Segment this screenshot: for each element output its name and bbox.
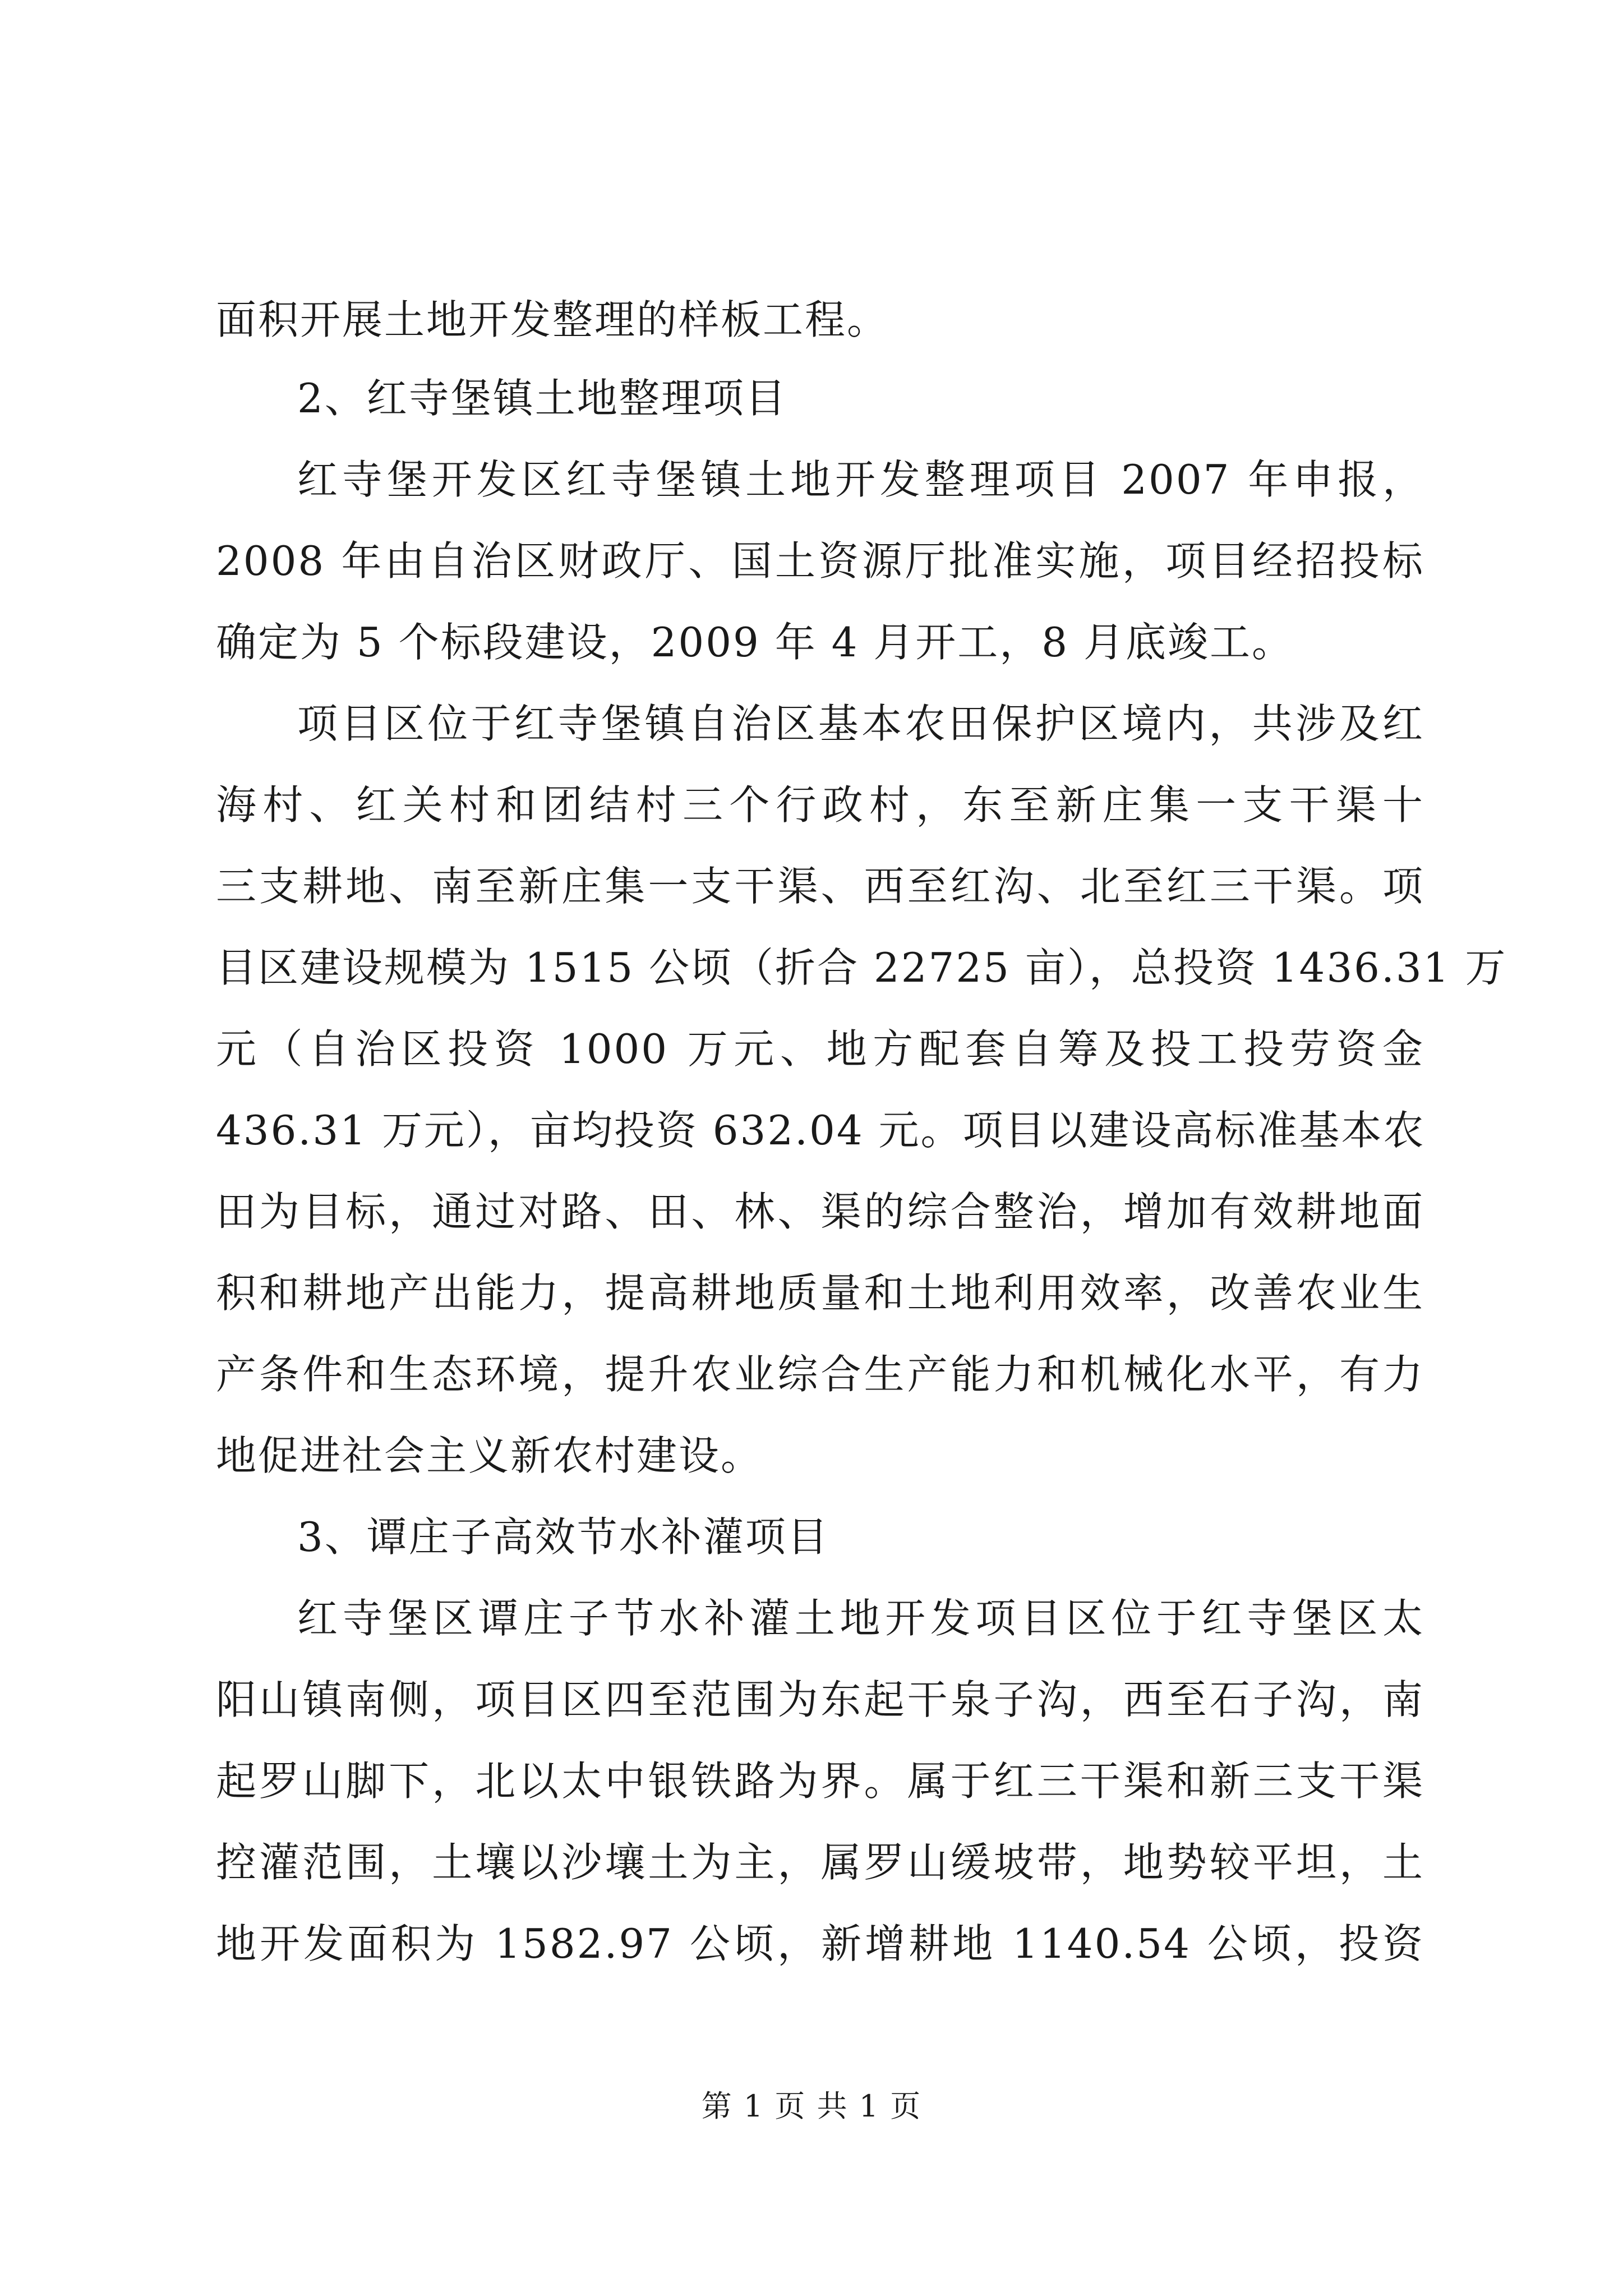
section-heading-2: 2、红寺堡镇土地整理项目 xyxy=(297,375,787,422)
text-line-5: 确定为 5 个标段建设，2009 年 4 月开工，8 月底竣工。 xyxy=(216,619,1294,666)
text-line-14: 产条件和生态环境，提升农业综合生产能力和机械化水平，有力 xyxy=(216,1351,1424,1398)
text-line-21: 地开发面积为 1582.97 公顷，新增耕地 1140.54 公顷，投资 xyxy=(216,1920,1424,1967)
text-line-13: 积和耕地产出能力，提高耕地质量和土地利用效率，改善农业生 xyxy=(216,1269,1424,1317)
text-line-9: 目区建设规模为 1515 公顷（折合 22725 亩），总投资 1436.31 万 xyxy=(216,944,1507,991)
text-line-12: 田为目标，通过对路、田、林、渠的综合整治，增加有效耕地面 xyxy=(216,1188,1424,1235)
text-line-4: 2008 年由自治区财政厅、国土资源厅批准实施，项目经招投标 xyxy=(216,537,1424,585)
text-line-10: 元（自治区投资 1000 万元、地方配套自筹及投工投劳资金 xyxy=(216,1025,1424,1073)
text-line-20: 控灌范围，土壤以沙壤土为主，属罗山缓坡带，地势较平坦，土 xyxy=(216,1839,1424,1886)
text-line-8: 三支耕地、南至新庄集一支干渠、西至红沟、北至红三干渠。项 xyxy=(216,863,1424,910)
text-line-11: 436.31 万元），亩均投资 632.04 元。项目以建设高标准基本农 xyxy=(216,1107,1426,1154)
text-line-15: 地促进社会主义新农村建设。 xyxy=(216,1432,763,1479)
text-line-18: 阳山镇南侧，项目区四至范围为东起干泉子沟，西至石子沟，南 xyxy=(216,1676,1424,1723)
page-number-footer: 第 1 页 共 1 页 xyxy=(701,2088,922,2124)
text-line-1: 面积开展土地开发整理的样板工程。 xyxy=(216,296,889,343)
text-line-6: 项目区位于红寺堡镇自治区基本农田保护区境内，共涉及红 xyxy=(297,700,1424,747)
text-line-19: 起罗山脚下，北以太中银铁路为界。属于红三干渠和新三支干渠 xyxy=(216,1757,1424,1805)
text-line-3: 红寺堡开发区红寺堡镇土地开发整理项目 2007 年申报， xyxy=(297,456,1424,503)
section-heading-3: 3、谭庄子高效节水补灌项目 xyxy=(297,1513,829,1561)
text-line-17: 红寺堡区谭庄子节水补灌土地开发项目区位于红寺堡区太 xyxy=(297,1595,1424,1642)
text-line-7: 海村、红关村和团结村三个行政村，东至新庄集一支干渠十 xyxy=(216,781,1424,829)
